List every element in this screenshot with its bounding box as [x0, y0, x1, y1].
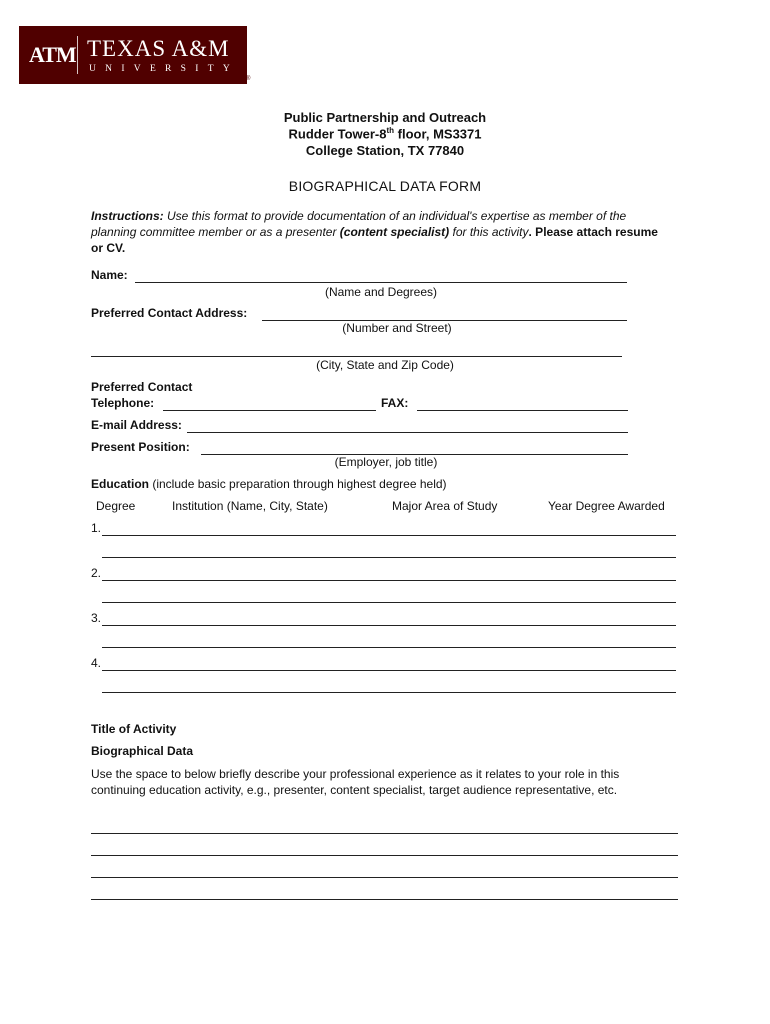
- bio-prompt: Use the space to below briefly describe your professional experience as it relates to your role in this continuing education activity, e.g., presenter, content specialist, target audience representative, etc.: [91, 767, 620, 797]
- email-label: E-mail Address:: [91, 418, 182, 432]
- edu-row-4-line-1[interactable]: [102, 670, 676, 671]
- edu-row-number: 4.: [91, 656, 102, 670]
- city-caption: (City, State and Zip Code): [316, 358, 454, 372]
- col-major: Major Area of Study: [392, 499, 498, 513]
- registered-mark: ®: [246, 76, 251, 82]
- fax-field[interactable]: [417, 410, 628, 411]
- position-label: Present Position:: [91, 440, 190, 454]
- edu-row-4-line-2[interactable]: [102, 692, 676, 693]
- edu-row-3-line-2[interactable]: [102, 647, 676, 648]
- col-institution: Institution (Name, City, State): [172, 499, 328, 513]
- biographical-data-label: Biographical Data: [91, 744, 194, 758]
- fax-label: FAX:: [381, 396, 409, 410]
- edu-row-2-line-2[interactable]: [102, 602, 676, 603]
- col-degree: Degree: [96, 499, 136, 513]
- header-line-3: College Station, TX 77840: [305, 143, 465, 158]
- atm-mark: ATM: [29, 42, 76, 67]
- phone-label-1: Preferred Contact: [91, 380, 193, 394]
- logo-divider: [77, 36, 78, 74]
- address-label: Preferred Contact Address:: [91, 306, 248, 320]
- name-caption: (Name and Degrees): [324, 285, 438, 299]
- telephone-field[interactable]: [163, 410, 376, 411]
- position-caption: (Employer, job title): [334, 455, 438, 469]
- phone-label-2: Telephone:: [91, 396, 155, 410]
- education-heading: Education (include basic preparation through highest degree held): [91, 477, 447, 491]
- bio-line-2[interactable]: [91, 855, 678, 856]
- header-line-1: Public Partnership and Outreach: [283, 110, 487, 125]
- email-field[interactable]: [187, 432, 628, 433]
- edu-row-number: 3.: [91, 611, 102, 625]
- address-city-field[interactable]: [91, 356, 622, 357]
- logo-title: TEXAS A&M: [87, 36, 230, 61]
- tamu-logo: [19, 26, 247, 84]
- name-field[interactable]: [135, 282, 627, 283]
- address-caption: (Number and Street): [342, 321, 452, 335]
- header-line-2: Rudder Tower-8th floor, MS3371: [288, 126, 482, 142]
- edu-row-2-line-1[interactable]: [102, 580, 676, 581]
- edu-row-3-line-1[interactable]: [102, 625, 676, 626]
- name-label: Name:: [91, 268, 128, 282]
- bio-line-1[interactable]: [91, 833, 678, 834]
- instructions: Instructions: Use this format to provide documentation of an individual's expertise as member of the planning committee member or as a presenter (content specialist) for this activity. Please attach resume or CV.: [91, 209, 658, 255]
- form-title: BIOGRAPHICAL DATA FORM: [288, 178, 482, 194]
- edu-row-number: 1.: [91, 521, 102, 535]
- edu-row-number: 2.: [91, 566, 102, 580]
- bio-line-3[interactable]: [91, 877, 678, 878]
- col-year: Year Degree Awarded: [548, 499, 665, 513]
- edu-row-1-line-1[interactable]: [102, 535, 676, 536]
- edu-row-1-line-2[interactable]: [102, 557, 676, 558]
- bio-line-4[interactable]: [91, 899, 678, 900]
- logo-subtitle: UNIVERSITY: [89, 64, 239, 74]
- title-of-activity-label: Title of Activity: [91, 722, 177, 736]
